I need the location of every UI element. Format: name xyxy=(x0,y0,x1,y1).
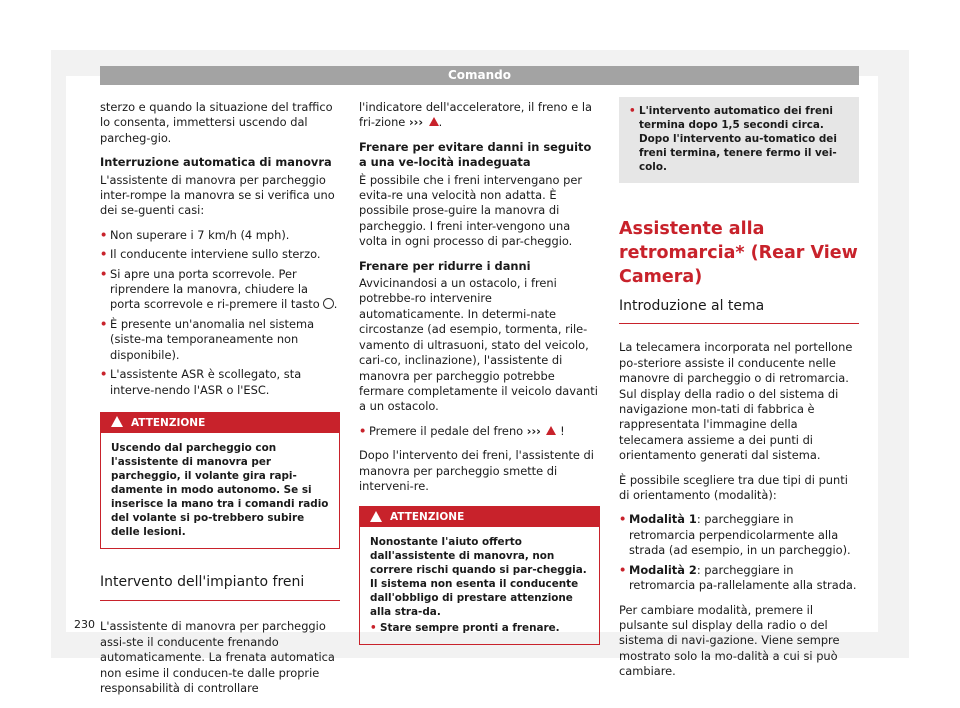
note-box: • L'intervento automatico dei freni termina dopo 1,5 secondi circa. Dopo l'intervento au-tomatico dei freni termina, tenere fermo il vei-colo. xyxy=(619,97,859,183)
warning-box: ATTENZIONE Nonostante l'aiuto offerto dall'assistente di manovra, non correre rischi quando si par-cheggia. Il sistema non esenta il conducente dall'obbligo di prestare attenzione alla stra-da. • Stare sempre pronti a frenare. xyxy=(359,506,600,645)
paragraph: Avvicinandosi a un ostacolo, i freni potrebbe-ro intervenire automaticamente. In determi-nate circostanze (ad esempio, tormenta, rile-vamento di ultrasuoni, stato del veicolo, cari-co, inclinazione), l'assistente di manovra per parcheggio potrebbe fermare completamente il veicolo davanti a un ostacolo. xyxy=(359,276,598,414)
heading: Frenare per evitare danni in seguito a una ve-locità inadeguata xyxy=(359,139,592,170)
column-2 xyxy=(359,100,600,645)
paragraph: l'indicatore dell'acceleratore, il freno e la fri-zione ››› . xyxy=(359,100,592,130)
warning-icon xyxy=(429,117,439,126)
paragraph: È possibile scegliere tra due tipi di punti di orientamento (modalità): xyxy=(619,472,848,503)
warning-box: ATTENZIONE Uscendo dal parcheggio con l'assistente di manovra per parcheggio, il volante gira rapi-damente in modo autonomo. Se si inserisce la mano tra i comandi radio del volante si po-trebbero subire delle lesioni. xyxy=(100,412,340,549)
cross-reference-arrows: ››› xyxy=(408,115,424,130)
paragraph: Per cambiare modalità, premere il pulsante sul display della radio o del sistema di navi-gazione. Viene sempre mostrato solo la mo-dalità a cui si può cambiare. xyxy=(619,602,840,679)
column-3 xyxy=(619,97,859,689)
heading-auto-interrupt: Interruzione automatica di manovra xyxy=(100,155,332,170)
cross-reference-arrows: ››› xyxy=(526,423,541,438)
warning-icon xyxy=(111,416,123,427)
chapter-title: Assistente alla retromarcia* (Rear View Camera) xyxy=(619,219,858,287)
paragraph: Dopo l'intervento dei freni, l'assistente di manovra per parcheggio smette di interveni-re. xyxy=(359,448,594,493)
section-title: Introduzione al tema xyxy=(619,299,859,324)
section-title: Intervento dell'impianto freni xyxy=(100,575,340,601)
chapter-header: Comando xyxy=(100,66,859,85)
list-item: • Modalità 1: parcheggiare in retromarcia perpendicolarmente alla strada (ad esempio, in un parcheggio). xyxy=(619,512,851,558)
intro-text: sterzo e quando la situazione del traffico lo consenta, immettersi uscendo dal parcheg-gio. xyxy=(100,100,333,145)
warning-icon xyxy=(370,511,382,522)
paragraph: L'assistente di manovra per parcheggio inter-rompe la manovra se si verifica uno dei se-guenti casi: xyxy=(100,172,335,218)
list-item: • L'assistente ASR è scollegato, sta interve-nendo l'ASR o l'ESC. xyxy=(100,367,302,397)
list-item: • Modalità 2: parcheggiare in retromarcia pa-rallelamente alla strada. xyxy=(619,562,857,593)
page-number: 230 xyxy=(74,618,95,631)
list-item: • Si apre una porta scorrevole. Per riprendere la manovra, chiudere la porta scorrevole e ri-premere il tasto . xyxy=(100,266,338,312)
list-item: • Premere il pedale del freno ››› ! xyxy=(359,423,565,438)
paragraph: È possibile che i freni intervengano per evita-re una velocità non adatta. È possibile prose-guire la manovra di parcheggio. I freni inter-vengono una volta in ogni processo di par-cheggio. xyxy=(359,172,583,249)
warning-icon xyxy=(546,426,556,435)
list-item: • Non superare i 7 km/h (4 mph). xyxy=(100,227,290,242)
heading: Frenare per ridurre i danni xyxy=(359,258,531,273)
list-item: • È presente un'anomalia nel sistema (siste-ma temporaneamente non disponibile). xyxy=(100,316,315,362)
paragraph: L'assistente di manovra per parcheggio assi-ste il conducente frenando automaticamente. La frenata automatica non esime il conducen-te dalle proprie responsabilità di controllare xyxy=(100,619,335,695)
list-item: • Il conducente interviene sullo sterzo. xyxy=(100,247,321,262)
paragraph: La telecamera incorporata nel portellone po-steriore assiste il conducente nelle manovre di parcheggio o di retromarcia. Sul display della radio o del sistema di navigazione mon-tati di fabbrica è rappresentata l'immagine della telecamera assieme a dei punti di orientamento generati dal sistema. xyxy=(619,340,853,463)
park-assist-button-icon xyxy=(323,298,334,309)
column-1 xyxy=(100,100,340,705)
